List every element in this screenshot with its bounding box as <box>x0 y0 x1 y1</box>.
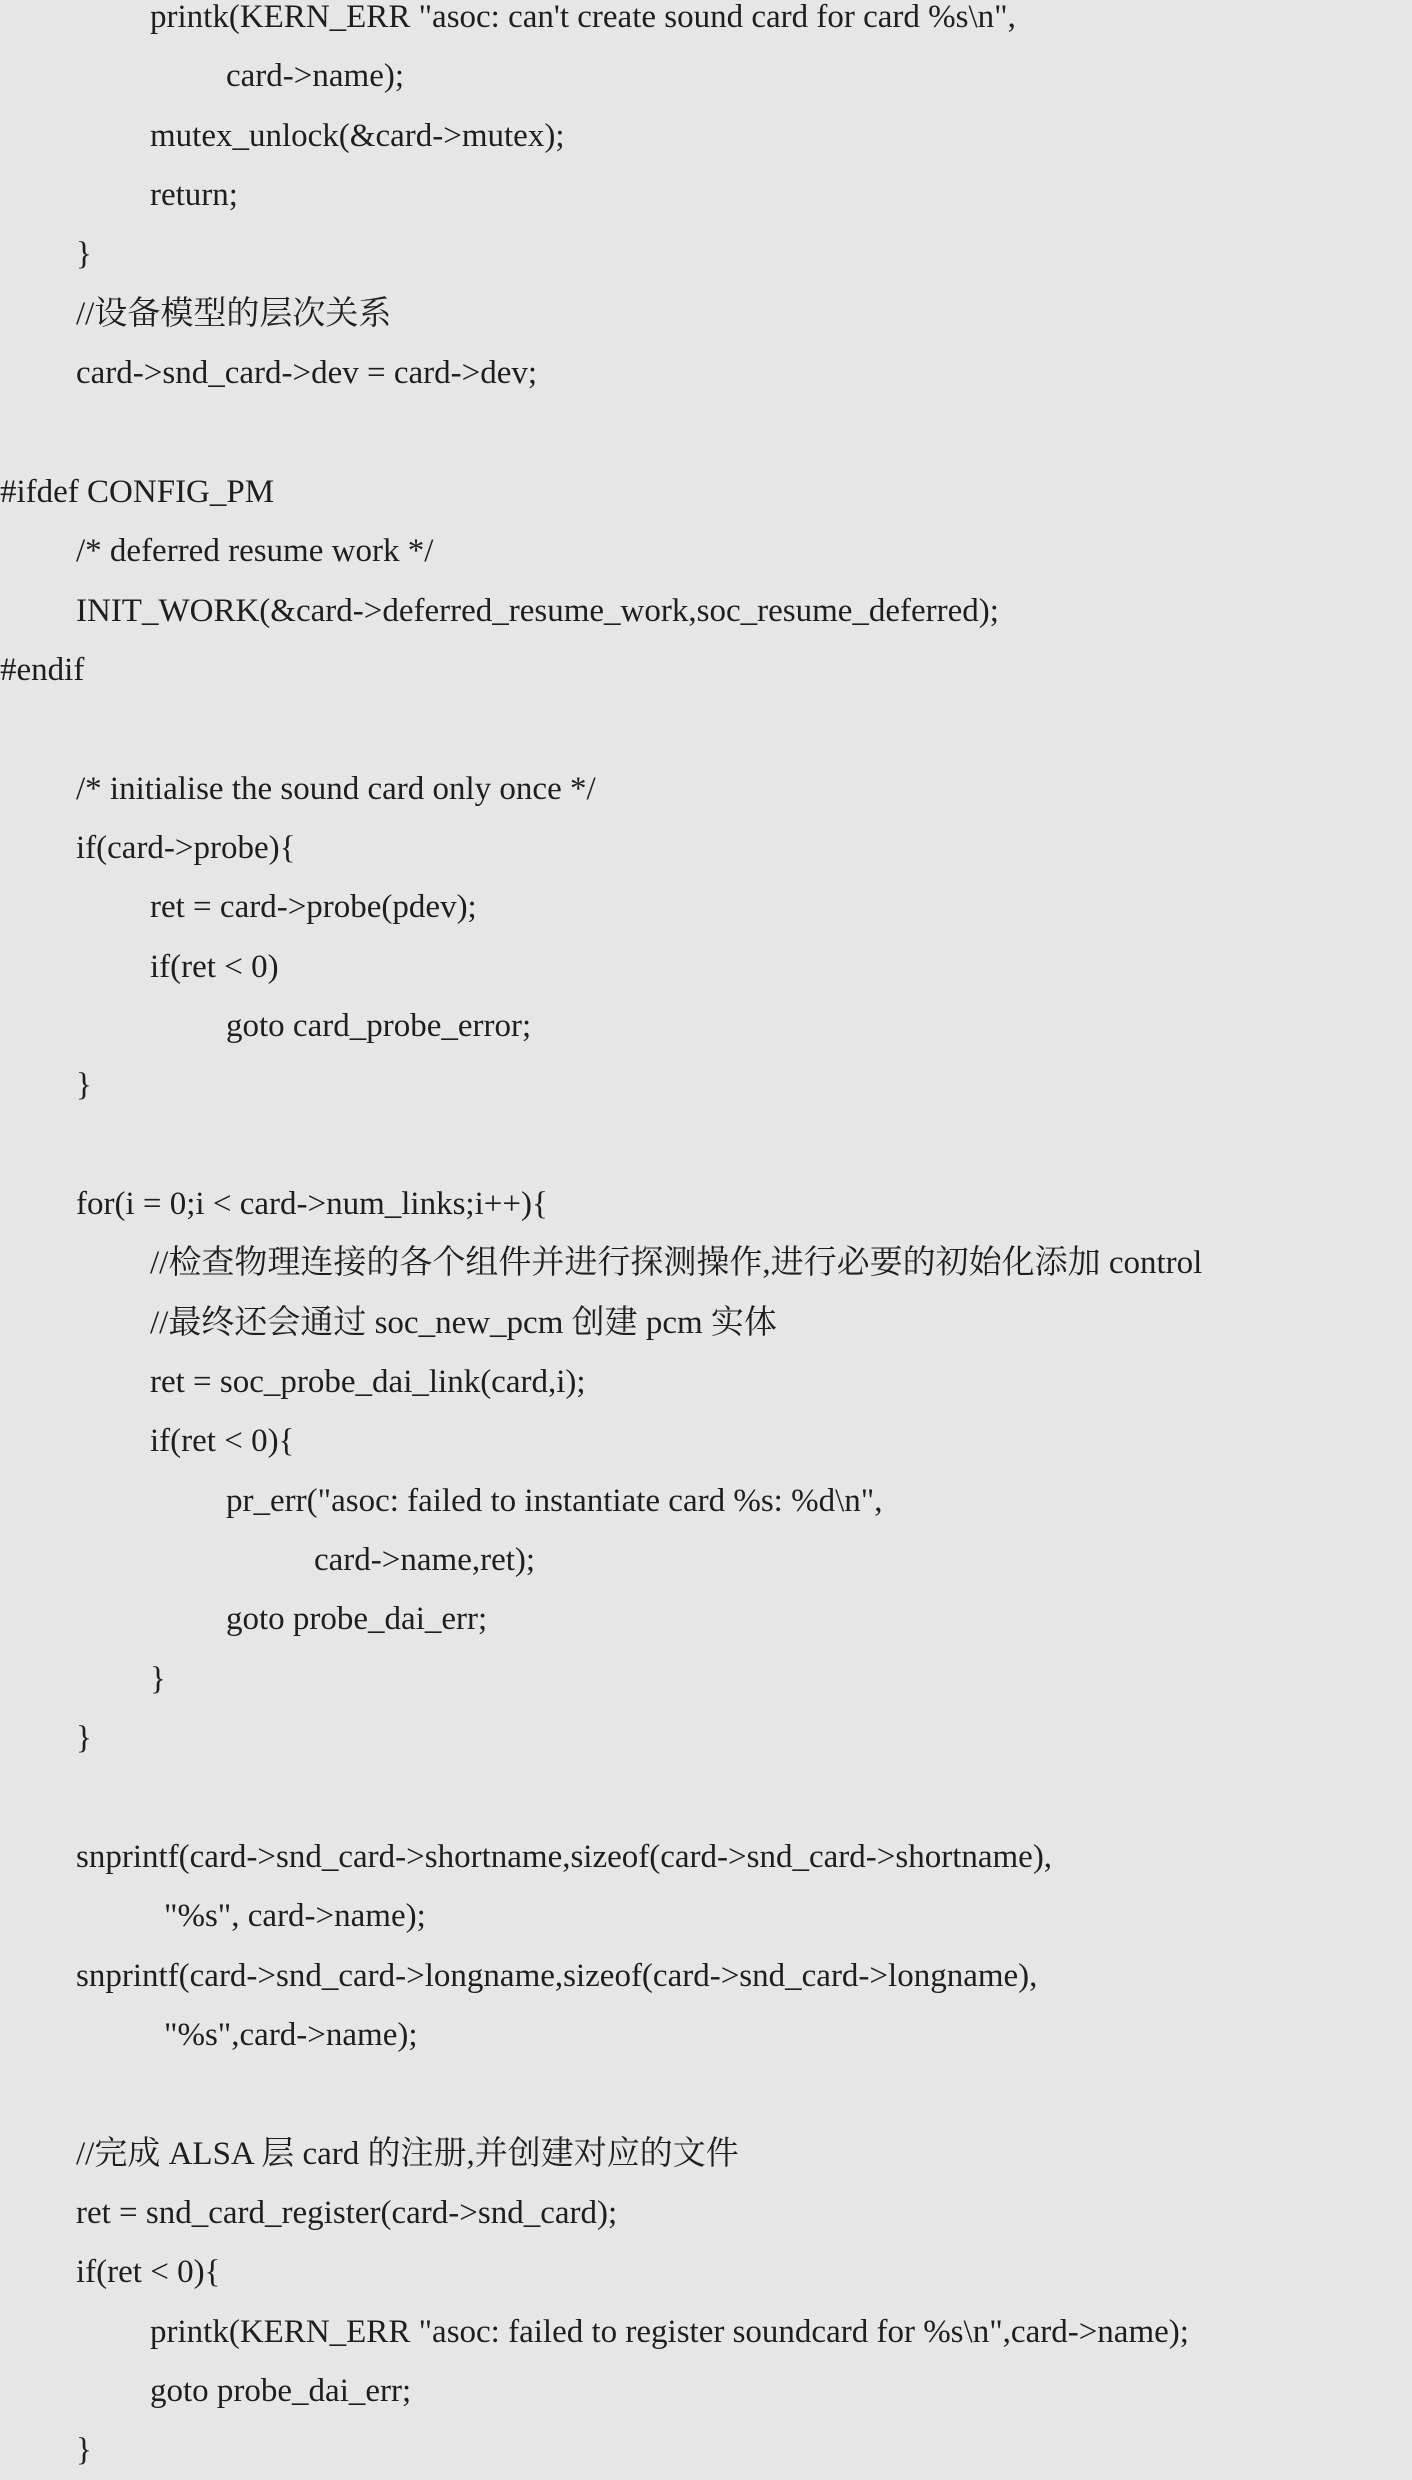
code-line: if(ret < 0){ <box>150 1423 295 1460</box>
code-line: goto probe_dai_err; <box>150 2373 412 2409</box>
code-line: card->name); <box>226 58 405 95</box>
code-line: #ifdef CONFIG_PM <box>0 473 275 510</box>
code-line: //检查物理连接的各个组件并进行探测操作,进行必要的初始化添加 control <box>150 1245 1203 1282</box>
code-line: printk(KERN_ERR "asoc: failed to register soundcard for %s\n",card->name); <box>150 2313 1189 2350</box>
code-line: printk(KERN_ERR "asoc: can't create sound card for card %s\n", <box>150 0 1016 35</box>
code-line: /* initialise the sound card only once */ <box>76 770 596 807</box>
code-line: ret = card->probe(pdev); <box>150 889 477 926</box>
code-line: //最终还会通过 soc_new_pcm 创建 pcm 实体 <box>150 1304 777 1341</box>
code-line: for(i = 0;i < card->num_links;i++){ <box>76 1186 548 1222</box>
code-line: } <box>76 236 92 273</box>
code-line: goto probe_dai_err; <box>226 1601 488 1638</box>
code-line: snprintf(card->snd_card->shortname,sizeof(card->snd_card->shortname), <box>76 1838 1053 1875</box>
code-line: card->name,ret); <box>314 1542 536 1579</box>
code-line: if(card->probe){ <box>76 829 296 866</box>
code-line: } <box>76 2432 92 2469</box>
code-line: goto card_probe_error; <box>226 1007 532 1044</box>
code-line: /* deferred resume work */ <box>76 533 434 570</box>
code-line: return; <box>150 177 238 214</box>
code-line: } <box>76 1720 92 1757</box>
code-line: } <box>76 1067 92 1104</box>
code-line: //设备模型的层次关系 <box>76 295 392 332</box>
code-line: //完成 ALSA 层 card 的注册,并创建对应的文件 <box>76 2135 739 2172</box>
code-line: "%s", card->name); <box>164 1898 426 1935</box>
code-line: if(ret < 0){ <box>76 2254 221 2291</box>
code-line: card->snd_card->dev = card->dev; <box>76 355 538 392</box>
code-line: ret = snd_card_register(card->snd_card); <box>76 2194 618 2231</box>
code-line: pr_err("asoc: failed to instantiate card %s: %d\n", <box>226 1482 883 1519</box>
code-line: snprintf(card->snd_card->longname,sizeof(card->snd_card->longname), <box>76 1957 1038 1994</box>
code-line: #endif <box>0 651 85 688</box>
code-line: INIT_WORK(&card->deferred_resume_work,soc_resume_deferred); <box>76 592 999 629</box>
code-line: mutex_unlock(&card->mutex); <box>150 117 565 154</box>
code-line: if(ret < 0) <box>150 948 279 985</box>
code-line: ret = soc_probe_dai_link(card,i); <box>150 1364 586 1401</box>
code-line: "%s",card->name); <box>164 2016 418 2053</box>
code-line: } <box>150 1660 166 1697</box>
